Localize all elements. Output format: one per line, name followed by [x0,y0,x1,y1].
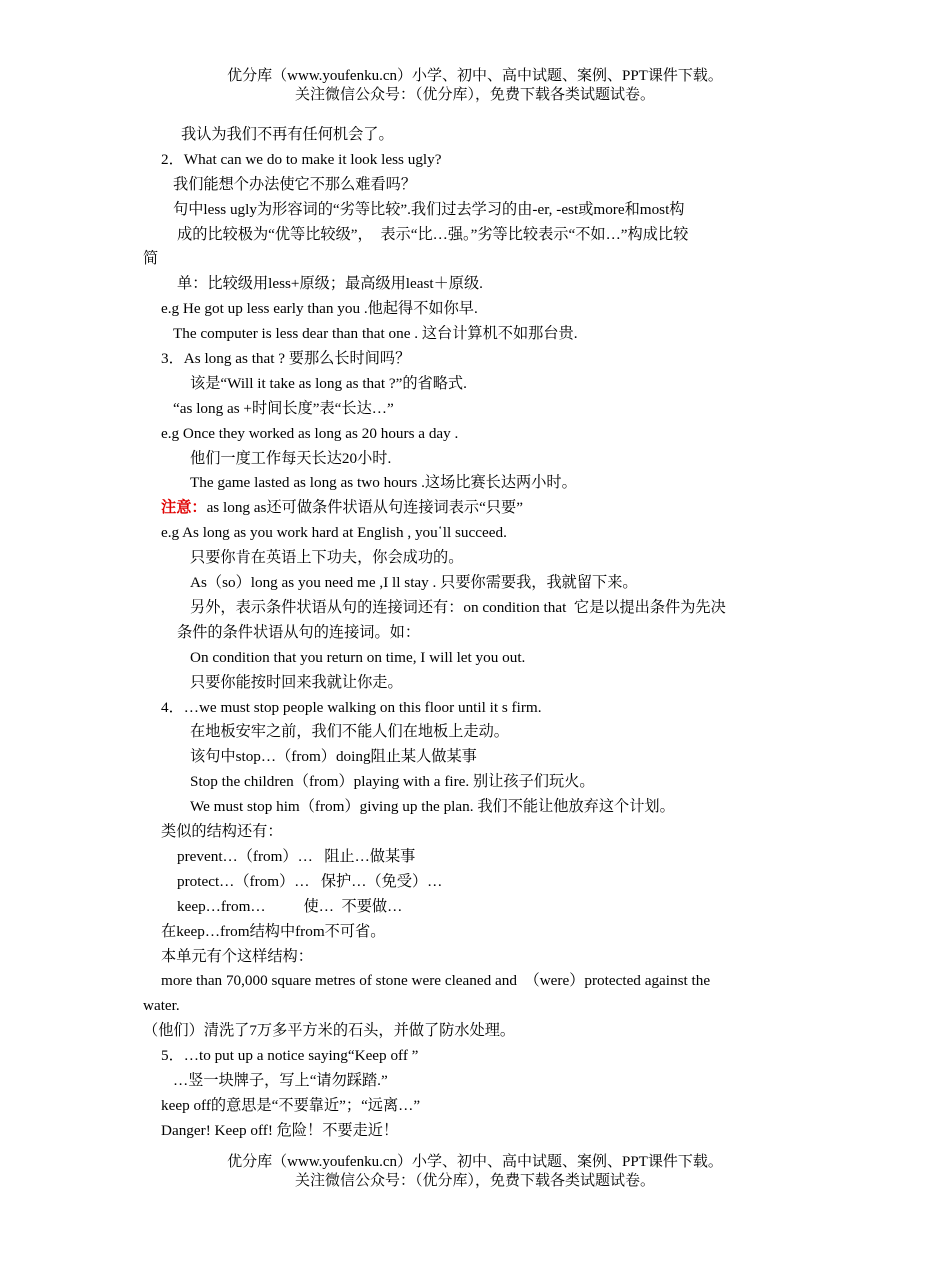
text-line: （他们）清洗了7万多平方米的石头，并做了防水处理。 [143,1022,516,1039]
text-line: 我们能想个办法使它不那么难看吗？ [173,176,416,193]
text-line: 成的比较极为“优等比较级”， 表示“比…强。”劣等比较表示“不如…”构成比较 [177,226,689,243]
header-line-2: 关注微信公众号：（优分库），免费下载各类试题试卷。 [294,87,655,103]
text-line: 句中less ugly为形容词的“劣等比较”.我们过去学习的由-er, -est或more和most构 [173,201,685,218]
example-line: As（so）long as you need me ,I ll stay . 只要你需要我，我就留下来。 [190,574,638,591]
note-text: as long as还可做条件状语从句连接词表示“只要” [206,499,523,516]
note-label: 注意： [161,499,207,516]
example-line: e.g As long as you work hard at English , you῾ll succeed. [161,524,507,541]
example-line: e.g Once they worked as long as 20 hours a day . [161,425,459,442]
structure-line: keep…from… 使… 不要做… [177,898,403,915]
text-line: 另外，表示条件状语从句的连接词还有：on condition that 它是以提出条件为先决 [190,599,726,616]
text-line: 简 [143,250,159,267]
item-3-heading: 3．As long as that ? 要那么长时间吗？ [161,350,411,367]
text-line: 在地板安牢之前，我们不能人们在地板上走动。 [190,723,509,740]
item-4-heading: 4．…we must stop people walking on this floor until it s firm. [161,699,542,716]
example-line: Danger! Keep off! 危险！不要走近！ [161,1122,399,1139]
text-line: 在keep…from结构中from不可省。 [161,923,386,940]
structure-line: protect…（from）… 保护…（免受）… [177,873,443,890]
text-line: 条件的条件状语从句的连接词。如： [177,624,420,641]
footer-line-1: 优分库（www.youfenku.cn）小学、初中、高中试题、案例、PPT课件下载。 [227,1154,723,1170]
example-line: more than 70,000 square metres of stone were cleaned and （were）protected against the [161,972,711,989]
text-line: keep off的意思是“不要靠近”；“远离…” [161,1097,421,1114]
text-line: 我认为我们不再有任何机会了。 [181,126,394,143]
structure-line: prevent…（from）… 阻止…做某事 [177,848,416,865]
example-line: On condition that you return on time, I will let you out. [190,649,526,666]
example-line: The computer is less dear than that one . 这台计算机不如那台贵. [173,325,578,342]
header-line-1: 优分库（www.youfenku.cn）小学、初中、高中试题、案例、PPT课件下载。 [227,68,723,84]
text-line: “as long as +时间长度”表“长达…” [173,400,394,417]
text-line: 该句中stop…（from）doing阻止某人做某事 [190,748,477,765]
text-line: 该是“Will it take as long as that ?”的省略式. [190,375,467,392]
note-line [161,498,523,518]
text-line: 只要你能按时回来我就让你走。 [190,674,403,691]
text-line: 本单元有个这样结构： [161,948,313,965]
example-line: water. [143,997,180,1014]
example-line: We must stop him（from）giving up the plan. 我们不能让他放弃这个计划。 [190,798,675,815]
text-line: 他们一度工作每天长达20小时. [190,450,392,467]
text-line: …竖一块牌子，写上“请勿踩踏.” [173,1072,388,1089]
footer-line-2: 关注微信公众号：（优分库），免费下载各类试题试卷。 [294,1173,655,1189]
text-line: 只要你肯在英语上下功夫，你会成功的。 [190,549,464,566]
text-line: 单：比较级用less+原级；最高级用least＋原级. [177,275,483,292]
item-5-heading: 5．…to put up a notice saying“Keep off ” [161,1047,419,1064]
example-line: Stop the children（from）playing with a fire. 别让孩子们玩火。 [190,773,595,790]
example-line: e.g He got up less early than you .他起得不如你早. [161,300,478,317]
item-2-heading: 2．What can we do to make it look less ugly? [161,151,442,168]
example-line: The game lasted as long as two hours .这场比赛长达两小时。 [190,474,577,491]
text-line: 类似的结构还有： [161,823,283,840]
